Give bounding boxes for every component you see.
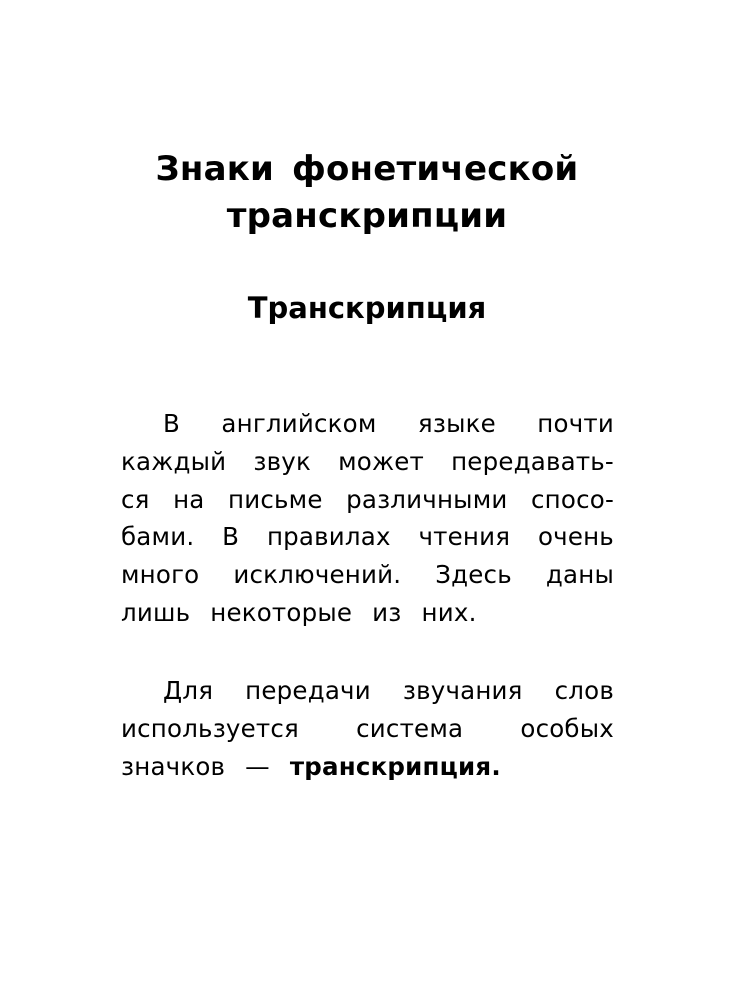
word: спосо- (531, 484, 614, 514)
word: слов (554, 676, 614, 705)
word: каждый (121, 446, 227, 476)
word: В (222, 522, 240, 552)
title-line-2: транскрипции (226, 196, 508, 236)
paragraph-1-line (121, 594, 614, 632)
paragraph-1-line (121, 518, 614, 556)
paragraph-1-line (121, 481, 614, 519)
paragraph-2 (121, 672, 614, 785)
word: языке (417, 409, 496, 438)
word: — (245, 751, 270, 781)
word: бами. (121, 522, 195, 552)
word: английском (221, 409, 377, 438)
word: лишь (121, 597, 191, 627)
word: особых (520, 713, 614, 743)
word: используется (121, 713, 299, 743)
paragraph-2-line (121, 672, 614, 710)
word: звук (253, 446, 311, 476)
paragraph-2-line (121, 710, 614, 748)
word: различными (346, 484, 508, 514)
word: из (372, 597, 402, 627)
word: ся (121, 484, 150, 514)
word: почти (537, 409, 614, 438)
word: В (163, 409, 181, 438)
word: звучания (402, 676, 523, 705)
word: может (338, 446, 424, 476)
word: правилах (266, 522, 391, 552)
word: исключений. (233, 560, 402, 590)
paragraph-1 (121, 405, 614, 632)
paragraph-1-line (121, 556, 614, 594)
bold-term: транскрипция. (289, 751, 501, 781)
title-line-1: Знаки фонетической (155, 149, 579, 189)
word: даны (545, 560, 614, 590)
word: система (356, 713, 464, 743)
word: передачи (245, 676, 371, 705)
paragraph-1-line (121, 405, 614, 443)
word: передавать- (451, 446, 614, 476)
word: Здесь (435, 560, 512, 590)
word: очень (537, 522, 614, 552)
word: много (121, 560, 200, 590)
word: некоторые (210, 597, 353, 627)
paragraph-1-line (121, 443, 614, 481)
page-title (0, 146, 734, 240)
paragraph-2-line (121, 748, 614, 786)
word: письме (228, 484, 323, 514)
word: чтения (418, 522, 511, 552)
section-heading: Транскрипция (247, 291, 487, 325)
word: них. (421, 597, 477, 627)
word: значков (121, 751, 226, 781)
word: на (173, 484, 205, 514)
word: Для (163, 676, 214, 705)
